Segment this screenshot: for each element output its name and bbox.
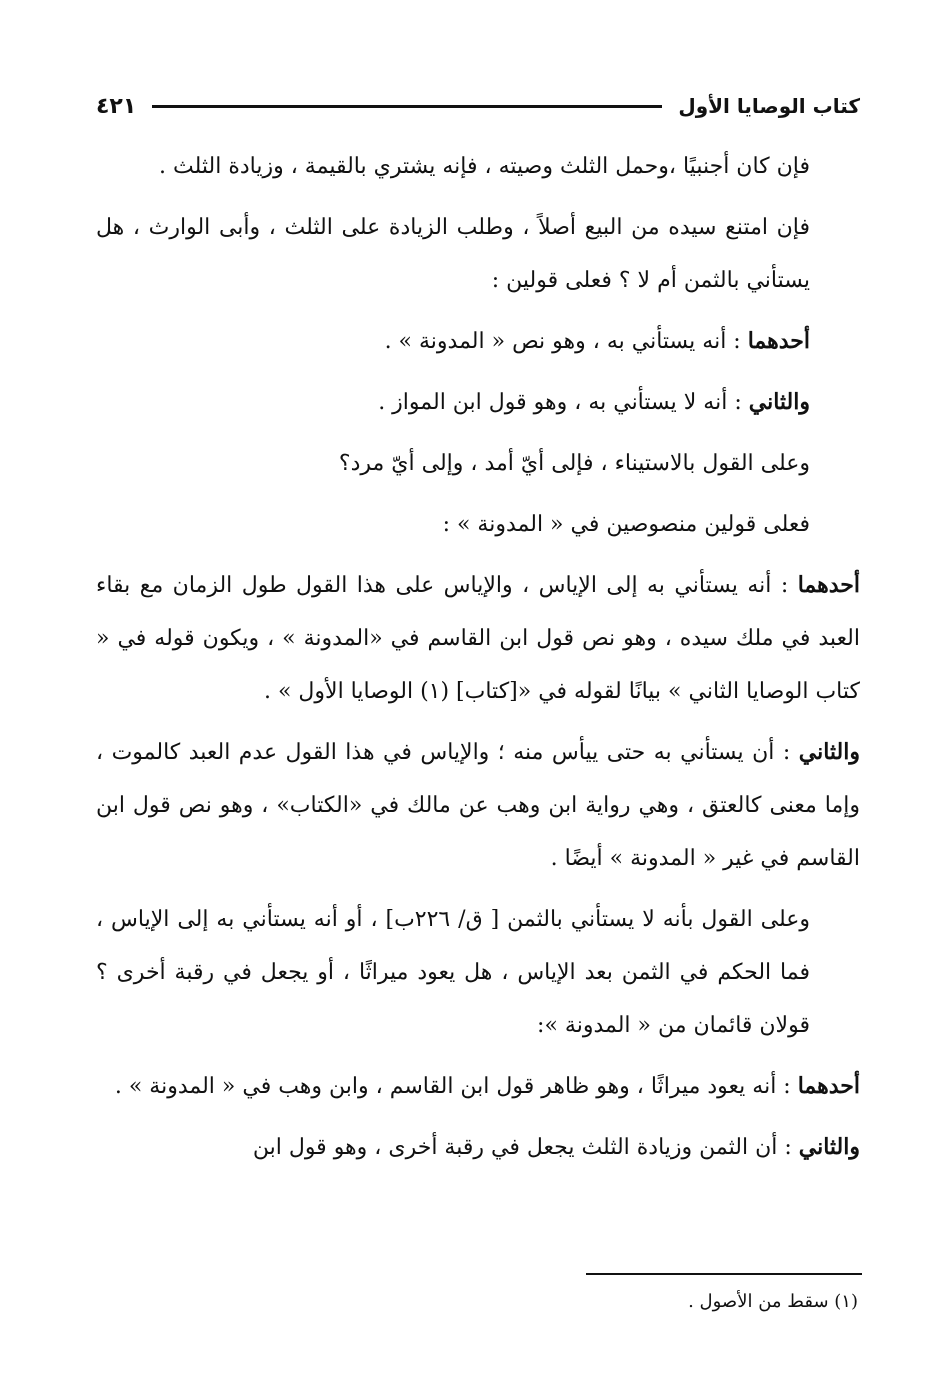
paragraph (96, 893, 860, 1052)
paragraph-text: : أنه يستأني به ، وهو نص « المدونة » . (384, 329, 748, 354)
footnote: (١) سقط من الأصول . (688, 1291, 858, 1312)
page-number: ٤٢١ (96, 93, 137, 119)
header-rule (152, 105, 662, 108)
paragraph-lead: والثاني (798, 739, 860, 765)
header-title: كتاب الوصايا الأول (678, 94, 860, 118)
paragraph-lead: أحدهما (797, 1073, 860, 1099)
paragraph (96, 201, 860, 307)
main-text (96, 140, 860, 1182)
paragraph (96, 315, 860, 368)
paragraph-text: وعلى القول بالاستيناء ، فإلى أيّ أمد ، وإلى أيّ مرد؟ (338, 451, 810, 476)
paragraph-text: : أنه يعود ميراثًا ، وهو ظاهر قول ابن القاسم ، وابن وهب في « المدونة » . (114, 1074, 798, 1099)
paragraph-lead: والثاني (748, 389, 810, 415)
paragraph (96, 1060, 860, 1113)
paragraph (96, 376, 860, 429)
paragraph-text: وعلى القول بأنه لا يستأني بالثمن [ ق/ ٢٢٦ب] ، أو أنه يستأني به إلى الإياس ، فما الحكم في الثمن بعد الإياس ، هل يعود ميراثًا ، أو يجعل في رقبة أخرى ؟ قولان قائمان من « المدونة »: (96, 907, 810, 1038)
paragraph-text: فإن كان أجنبيًا ،وحمل الثلث وصيته ، فإنه يشتري بالقيمة ، وزيادة الثلث . (159, 154, 810, 179)
paragraph-text: فإن امتنع سيده من البيع أصلاً ، وطلب الزيادة على الثلث ، وأبى الوارث ، هل يستأني بالثمن أم لا ؟ فعلى قولين : (96, 215, 810, 293)
paragraph-lead: أحدهما (747, 328, 810, 354)
paragraph-text: : أن يستأني به حتى ييأس منه ؛ والإياس في هذا القول عدم العبد كالموت ، وإما معنى كالعتق ، وهي رواية ابن وهب عن مالك في «الكتاب» ، وهو نص قول ابن القاسم في غير « المدونة » أيضًا . (96, 740, 860, 871)
footnote-divider (586, 1273, 862, 1275)
paragraph (96, 726, 860, 885)
running-header (96, 84, 860, 128)
paragraph (96, 437, 860, 490)
paragraph (96, 140, 860, 193)
paragraph (96, 559, 860, 718)
paragraph (96, 1121, 860, 1174)
paragraph-lead: والثاني (798, 1134, 860, 1160)
paragraph-text: : أنه لا يستأني به ، وهو قول ابن المواز . (378, 390, 749, 415)
paragraph-text: فعلى قولين منصوصين في « المدونة » : (442, 512, 810, 537)
paragraph-text: : أنه يستأني به إلى الإياس ، والإياس على هذا القول طول الزمان مع بقاء العبد في ملك سيده ، وهو نص قول ابن القاسم في «المدونة » ، ويكون قوله في « كتاب الوصايا الثاني » بيانًا لقوله في «[كتاب] (١) الوصايا الأول » . (96, 573, 860, 704)
paragraph-lead: أحدهما (797, 572, 860, 598)
paragraph (96, 498, 860, 551)
paragraph-text: : أن الثمن وزيادة الثلث يجعل في رقبة أخرى ، وهو قول ابن (252, 1135, 799, 1160)
